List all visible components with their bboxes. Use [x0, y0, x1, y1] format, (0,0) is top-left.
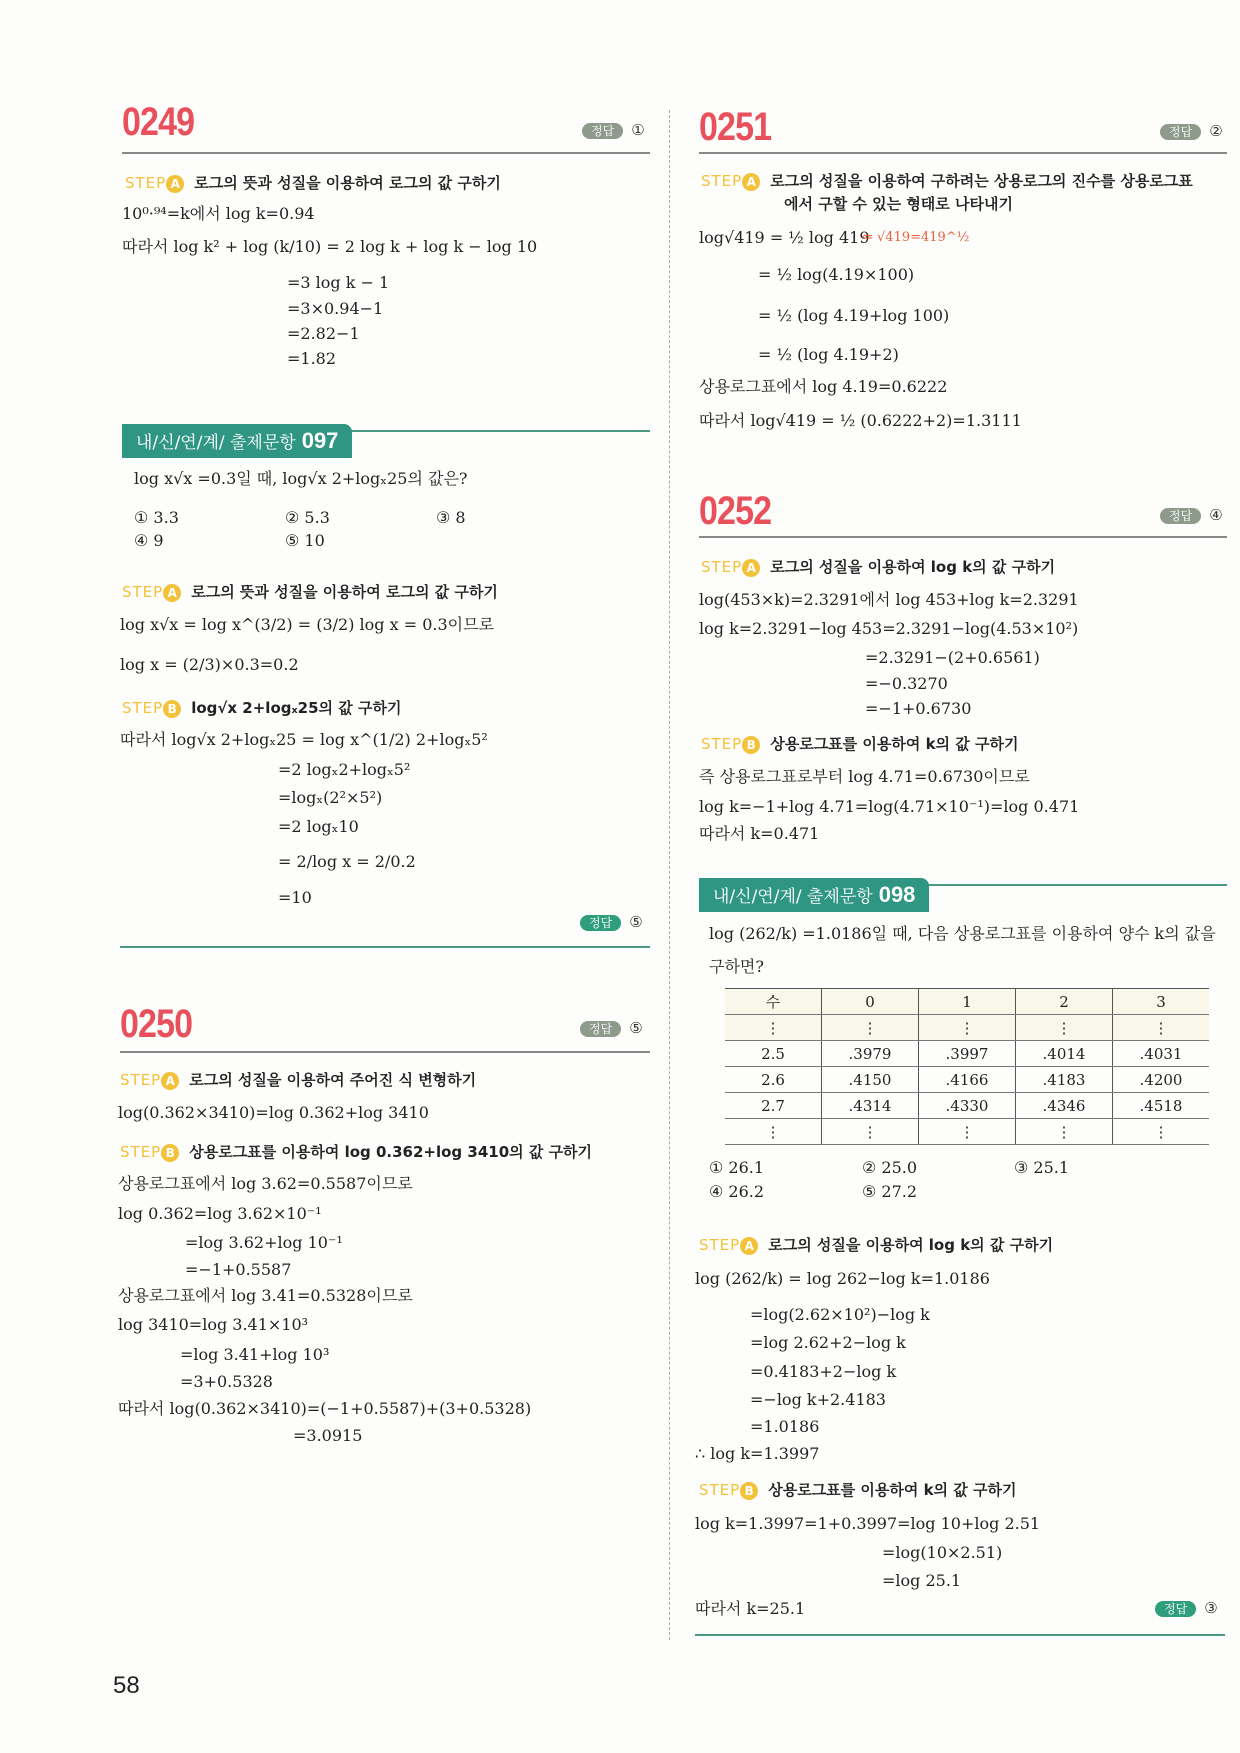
problem-number: 0252: [699, 489, 772, 533]
table-header: 1: [919, 989, 1016, 1015]
solution-line: log√419 = ½ log 419: [699, 228, 870, 247]
table-header: 2: [1016, 989, 1113, 1015]
choice: ④ 9: [134, 531, 164, 550]
answer-badge: [582, 120, 645, 139]
problem-number: 0250: [120, 1002, 193, 1046]
table-cell: .3979: [822, 1041, 919, 1067]
answer-value: ④: [1209, 506, 1223, 524]
solution-line: =−1+0.6730: [865, 699, 972, 718]
solution-line: =3.0915: [293, 1426, 363, 1445]
table-cell: ⋮: [1113, 1015, 1210, 1041]
step-b-heading: STEP B log√x 2+logₓ25의 값 구하기: [122, 699, 402, 717]
solution-line: =log 3.41+log 10³: [180, 1345, 330, 1364]
solution-line: = ½ (log 4.19+log 100): [758, 306, 950, 325]
answer-badge: [1160, 121, 1223, 140]
answer-label: 정답: [1155, 1601, 1196, 1617]
table-cell: .4150: [822, 1067, 919, 1093]
choice: ⑤ 27.2: [862, 1182, 918, 1201]
common-log-table: [725, 988, 1209, 1145]
answer-badge: [1155, 1598, 1218, 1617]
solution-line: = ½ (log 4.19+2): [758, 345, 899, 364]
answer-value: ⑤: [629, 913, 643, 931]
step-a-heading-cont: 에서 구할 수 있는 형태로 나타내기: [784, 195, 1013, 213]
solution-line: =log 2.62+2−log k: [750, 1333, 906, 1352]
solution-line: =3×0.94−1: [287, 299, 384, 318]
solution-line: 따라서 k=0.471: [699, 824, 820, 843]
solution-line: log x = (2/3)×0.3=0.2: [120, 655, 299, 674]
choice: ③ 8: [436, 508, 466, 527]
table-row: [725, 1041, 1209, 1067]
choice: ① 26.1: [709, 1158, 765, 1177]
related-question-banner: 내/신/연/계/ 출제문항 098: [699, 878, 929, 912]
solution-line: 상용로그표에서 log 3.41=0.5328이므로: [118, 1286, 413, 1305]
table-cell: .4330: [919, 1093, 1016, 1119]
table-cell: ⋮: [822, 1015, 919, 1041]
solution-line: log k=1.3997=1+0.3997=log 10+log 2.51: [695, 1514, 1041, 1533]
solution-line: log k=2.3291−log 453=2.3291−log(4.53×10²): [699, 619, 1079, 638]
solution-line: =10: [278, 888, 312, 907]
table-cell: ⋮: [1113, 1119, 1210, 1145]
choice: ② 5.3: [285, 508, 330, 527]
question-text-cont: 구하면?: [709, 957, 764, 976]
solution-line: =3 log k − 1: [287, 273, 390, 292]
table-cell: ⋮: [1016, 1015, 1113, 1041]
solution-line: =−1+0.5587: [185, 1260, 292, 1279]
step-a-heading: STEP A 로그의 뜻과 성질을 이용하여 로그의 값 구하기: [125, 174, 501, 192]
solution-line: log(0.362×3410)=log 0.362+log 3410: [118, 1103, 429, 1122]
related-question-banner: 내/신/연/계/ 출제문항 097: [122, 424, 352, 458]
solution-line: log (262/k) = log 262−log k=1.0186: [695, 1269, 990, 1288]
problem-number: 0249: [122, 100, 195, 144]
table-cell: 2.6: [725, 1067, 822, 1093]
choice: ⑤ 10: [285, 531, 325, 550]
choice: ① 3.3: [134, 508, 179, 527]
table-cell: ⋮: [725, 1119, 822, 1145]
table-cell: ⋮: [725, 1015, 822, 1041]
column-divider: [669, 110, 670, 1640]
table-cell: ⋮: [919, 1119, 1016, 1145]
answer-label: 정답: [580, 1021, 621, 1037]
table-cell: ⋮: [1016, 1119, 1113, 1145]
answer-badge: [1160, 505, 1223, 524]
divider: [122, 152, 650, 154]
question-text: log (262/k) =1.0186일 때, 다음 상용로그표를 이용하여 양수 k의 값을: [709, 924, 1216, 943]
solution-line: =2.3291−(2+0.6561): [865, 648, 1040, 667]
solution-line: 따라서 k=25.1: [695, 1599, 806, 1618]
answer-label: 정답: [580, 915, 621, 931]
table-row: [725, 1093, 1209, 1119]
solution-line: log k=−1+log 4.71=log(4.71×10⁻¹)=log 0.471: [699, 797, 1080, 816]
solution-line: =2.82−1: [287, 324, 360, 343]
table-header: 3: [1113, 989, 1210, 1015]
table-cell: 2.5: [725, 1041, 822, 1067]
solution-line: log(453×k)=2.3291에서 log 453+log k=2.3291: [699, 590, 1079, 609]
solution-line: log x√x = log x^(3/2) = (3/2) log x = 0.3이므로: [120, 615, 495, 634]
table-row: [725, 1119, 1209, 1145]
solution-line: 즉 상용로그표로부터 log 4.71=0.6730이므로: [699, 767, 1030, 786]
answer-value: ⑤: [629, 1019, 643, 1037]
answer-value: ①: [631, 121, 645, 139]
table-cell: .4183: [1016, 1067, 1113, 1093]
solution-line: 상용로그표에서 log 3.62=0.5587이므로: [118, 1174, 413, 1193]
hint-note: ⇐ √419=419^½: [862, 230, 970, 245]
step-b-heading: STEP B 상용로그표를 이용하여 k의 값 구하기: [699, 1481, 1017, 1499]
page-number: 58: [113, 1672, 140, 1699]
solution-line: =0.4183+2−log k: [750, 1362, 897, 1381]
question-text: log x√x =0.3일 때, log√x 2+logₓ25의 값은?: [134, 469, 468, 488]
step-a-heading: STEP A 로그의 성질을 이용하여 주어진 식 변형하기: [120, 1071, 477, 1089]
solution-line: 따라서 log(0.362×3410)=(−1+0.5587)+(3+0.5328): [118, 1399, 532, 1418]
solution-line: 10⁰·⁹⁴=k에서 log k=0.94: [122, 204, 315, 223]
table-cell: .4518: [1113, 1093, 1210, 1119]
solution-line: log 3410=log 3.41×10³: [118, 1315, 309, 1334]
table-cell: .4166: [919, 1067, 1016, 1093]
table-cell: ⋮: [919, 1015, 1016, 1041]
solution-line: =−log k+2.4183: [750, 1390, 886, 1409]
divider: [120, 946, 650, 948]
table-header: 0: [822, 989, 919, 1015]
step-b-heading: STEP B 상용로그표를 이용하여 log 0.362+log 3410의 값 구하기: [120, 1143, 593, 1161]
divider: [699, 536, 1227, 538]
table-cell: ⋮: [822, 1119, 919, 1145]
answer-label: 정답: [1160, 124, 1201, 140]
answer-label: 정답: [582, 123, 623, 139]
table-row: [725, 1015, 1209, 1041]
table-cell: .4314: [822, 1093, 919, 1119]
answer-value: ②: [1209, 122, 1223, 140]
table-row: [725, 1067, 1209, 1093]
table-cell: .3997: [919, 1041, 1016, 1067]
solution-line: =2 logₓ10: [278, 817, 359, 836]
step-b-heading: STEP B 상용로그표를 이용하여 k의 값 구하기: [701, 735, 1019, 753]
step-a-heading: STEP A 로그의 성질을 이용하여 log k의 값 구하기: [701, 558, 1056, 576]
solution-line: =1.82: [287, 349, 337, 368]
table-cell: .4031: [1113, 1041, 1210, 1067]
solution-line: =log 3.62+log 10⁻¹: [185, 1233, 343, 1252]
problem-number: 0251: [699, 105, 772, 149]
table-cell: .4200: [1113, 1067, 1210, 1093]
divider: [120, 1051, 650, 1053]
table-cell: .4346: [1016, 1093, 1113, 1119]
solution-line: =log(10×2.51): [882, 1543, 1003, 1562]
answer-value: ③: [1204, 1599, 1218, 1617]
answer-badge: [580, 912, 643, 931]
answer-badge: [580, 1018, 643, 1037]
solution-line: = 2/log x = 2/0.2: [278, 852, 416, 871]
table-header: 수: [725, 989, 822, 1015]
step-a-heading: STEP A 로그의 뜻과 성질을 이용하여 로그의 값 구하기: [122, 583, 498, 601]
table-cell: .4014: [1016, 1041, 1113, 1067]
answer-label: 정답: [1160, 508, 1201, 524]
solution-line: =−0.3270: [865, 674, 948, 693]
solution-line: 따라서 log√x 2+logₓ25 = log x^(1/2) 2+logₓ5²: [120, 730, 488, 749]
solution-line: =log 25.1: [882, 1571, 962, 1590]
step-a-heading: STEP A 로그의 성질을 이용하여 log k의 값 구하기: [699, 1236, 1054, 1254]
solution-line: 상용로그표에서 log 4.19=0.6222: [699, 377, 948, 396]
solution-line: 따라서 log√419 = ½ (0.6222+2)=1.3111: [699, 411, 1022, 430]
table-cell: 2.7: [725, 1093, 822, 1119]
step-a-heading: STEP A 로그의 성질을 이용하여 구하려는 상용로그의 진수를 상용로그표: [701, 172, 1193, 190]
solution-line: log 0.362=log 3.62×10⁻¹: [118, 1204, 322, 1223]
choice: ③ 25.1: [1014, 1158, 1070, 1177]
divider: [695, 1634, 1225, 1636]
solution-line: =3+0.5328: [180, 1372, 273, 1391]
solution-line: 따라서 log k² + log (k/10) = 2 log k + log k − log 10: [122, 237, 538, 256]
solution-line: ∴ log k=1.3997: [695, 1444, 820, 1463]
solution-line: =1.0186: [750, 1417, 820, 1436]
choice: ② 25.0: [862, 1158, 918, 1177]
choice: ④ 26.2: [709, 1182, 765, 1201]
solution-line: = ½ log(4.19×100): [758, 265, 915, 284]
table-header-row: [725, 989, 1209, 1015]
divider: [699, 152, 1227, 154]
solution-line: =logₓ(2²×5²): [278, 788, 383, 807]
solution-line: =log(2.62×10²)−log k: [750, 1305, 930, 1324]
solution-line: =2 logₓ2+logₓ5²: [278, 760, 411, 779]
